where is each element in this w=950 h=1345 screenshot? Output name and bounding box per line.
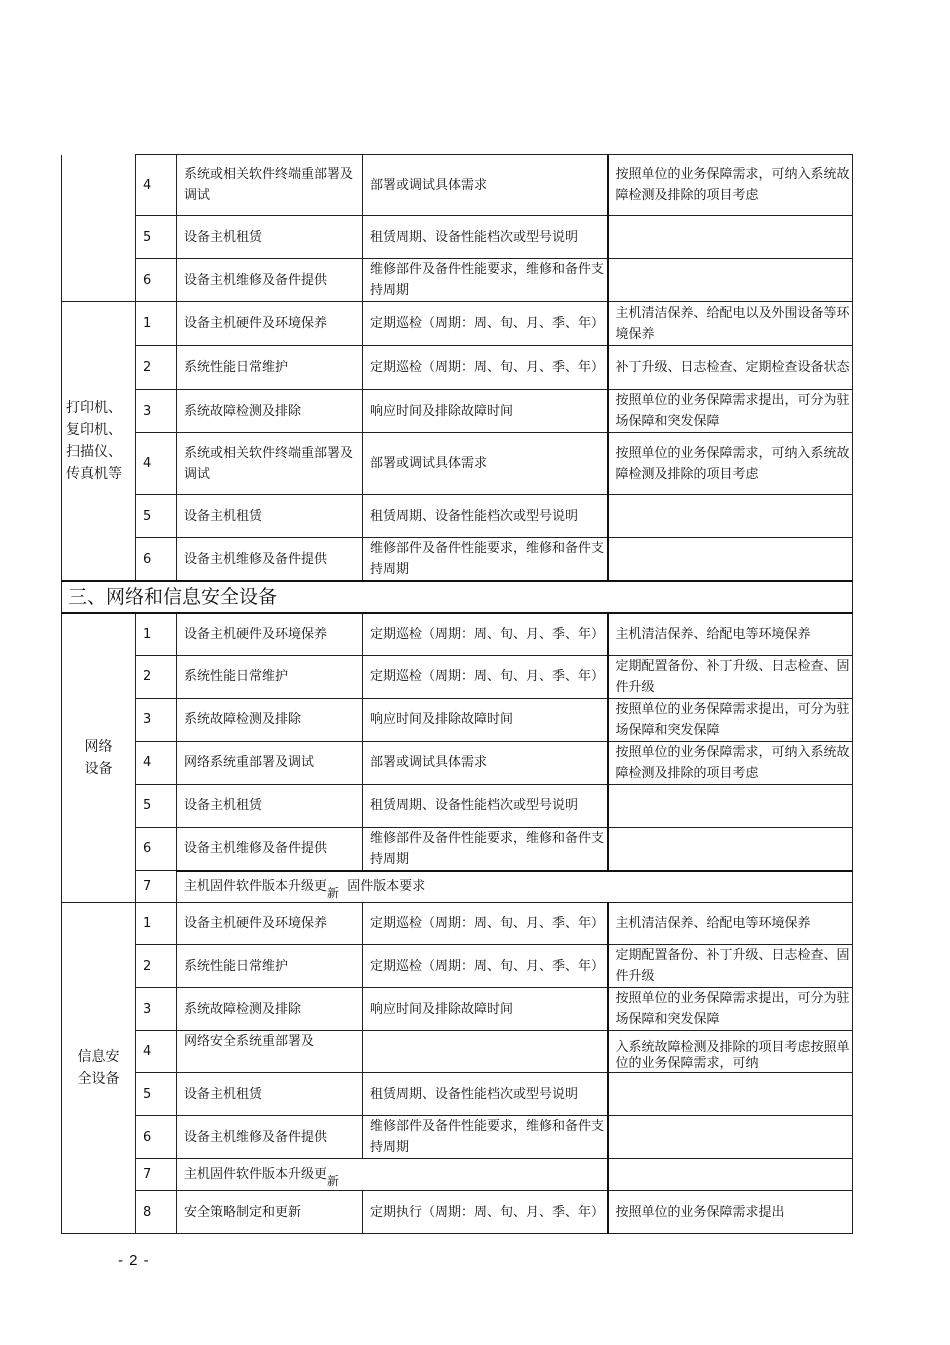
note-cell: 入系统故障检测及排除的项目考虑按照单位的业务保障需求，可纳 — [608, 1031, 853, 1073]
table-row — [62, 302, 853, 346]
note-cell — [608, 1073, 853, 1116]
row-number: 1 — [136, 613, 177, 655]
requirement-cell: 维修部件及备件性能要求，维修和备件支持周期 — [363, 827, 608, 871]
item-cell: 设备主机硬件及环境保养 — [177, 903, 363, 945]
item-cell: 系统故障检测及排除 — [177, 390, 363, 433]
item-cell: 系统或相关软件终端重部署及调试 — [177, 155, 363, 216]
requirement-cell: 部署或调试具体需求 — [363, 433, 608, 495]
requirement-cell: 定期执行（周期：周、旬、月、季、年） — [363, 1191, 608, 1234]
category-network — [62, 613, 136, 903]
row-number: 3 — [136, 698, 177, 741]
requirement-cell: 租赁周期、设备性能档次或型号说明 — [363, 216, 608, 259]
row-number: 4 — [136, 433, 177, 495]
row-number: 1 — [136, 903, 177, 945]
requirement-cell: 定期巡检（周期：周、旬、月、季、年） — [363, 613, 608, 655]
note-cell — [608, 1116, 853, 1159]
item-cell: 设备主机硬件及环境保养 — [177, 613, 363, 655]
item-cell: 设备主机维修及备件提供 — [177, 538, 363, 582]
requirement-cell: 响应时间及排除故障时间 — [363, 698, 608, 741]
table-row — [62, 155, 853, 216]
merged-item-cell — [177, 871, 853, 903]
item-cell: 系统性能日常维护 — [177, 655, 363, 698]
note-cell — [608, 784, 853, 827]
row-number: 2 — [136, 346, 177, 390]
requirement-cell: 定期巡检（周期：周、旬、月、季、年） — [363, 655, 608, 698]
table-row — [62, 1159, 853, 1191]
note-cell: 按照单位的业务保障需求，可纳入系统故障检测及排除的项目考虑 — [608, 433, 853, 495]
requirement-cell: 租赁周期、设备性能档次或型号说明 — [363, 495, 608, 538]
row-number: 8 — [136, 1191, 177, 1234]
note-cell: 按照单位的业务保障需求，可纳入系统故障检测及排除的项目考虑 — [608, 741, 853, 784]
requirement-cell: 部署或调试具体需求 — [363, 155, 608, 216]
item-cell: 安全策略制定和更新 — [177, 1191, 363, 1234]
row-number: 6 — [136, 1116, 177, 1159]
item-cell: 网络系统重部署及调试 — [177, 741, 363, 784]
row-number: 4 — [136, 1031, 177, 1073]
item-cell: 系统性能日常维护 — [177, 346, 363, 390]
table-row — [62, 1191, 853, 1234]
row-number: 1 — [136, 302, 177, 346]
item-cell: 设备主机租赁 — [177, 1073, 363, 1116]
note-cell — [608, 495, 853, 538]
table-row — [62, 871, 853, 903]
requirement-cell: 定期巡检（周期：周、旬、月、季、年） — [363, 945, 608, 988]
row-number: 5 — [136, 495, 177, 538]
requirement-cell: 维修部件及备件性能要求，维修和备件支持周期 — [363, 538, 608, 582]
table-row — [62, 784, 853, 827]
requirement-cell: 定期巡检（周期：周、旬、月、季、年） — [363, 903, 608, 945]
row-number: 4 — [136, 155, 177, 216]
table-row — [62, 613, 853, 655]
item-text: 主机固件软件版本升级更 — [184, 879, 328, 895]
row-number: 2 — [136, 945, 177, 988]
item-cell: 系统故障检测及排除 — [177, 698, 363, 741]
item-cell: 设备主机硬件及环境保养 — [177, 302, 363, 346]
requirement-cell: 部署或调试具体需求 — [363, 741, 608, 784]
item-cell: 设备主机租赁 — [177, 495, 363, 538]
row-number: 6 — [136, 827, 177, 871]
category-printers: 打印机、复印机、扫描仪、传真机等 — [62, 302, 136, 582]
category-security — [62, 903, 136, 1234]
item-cell: 网络安全系统重部署及 — [177, 1031, 363, 1073]
note-cell: 按照单位的业务保障需求提出，可分为驻场保障和突发保障 — [608, 698, 853, 741]
note-cell: 按照单位的业务保障需求，可纳入系统故障检测及排除的项目考虑 — [608, 155, 853, 216]
table-row — [62, 538, 853, 582]
row-number: 6 — [136, 259, 177, 302]
item-cell: 设备主机租赁 — [177, 216, 363, 259]
item-text: 主机固件软件版本升级更 — [184, 1167, 328, 1182]
requirement-cell: 响应时间及排除故障时间 — [363, 988, 608, 1031]
requirement-cell: 响应时间及排除故障时间 — [363, 390, 608, 433]
note-cell: 按照单位的业务保障需求提出 — [608, 1191, 853, 1234]
category-network-label: 网络设备 — [84, 739, 113, 777]
section-title: 三、网络和信息安全设备 — [62, 581, 853, 613]
item-cell: 设备主机维修及备件提供 — [177, 827, 363, 871]
note-cell — [608, 259, 853, 302]
table-row — [62, 346, 853, 390]
note-cell: 主机清洁保养、给配电以及外围设备等环境保养 — [608, 302, 853, 346]
row-number: 4 — [136, 741, 177, 784]
row-number: 7 — [136, 1159, 177, 1191]
row-number: 6 — [136, 538, 177, 582]
row-number: 3 — [136, 988, 177, 1031]
requirement-cell: 定期巡检（周期：周、旬、月、季、年） — [363, 346, 608, 390]
item-cell: 系统或相关软件终端重部署及调试 — [177, 433, 363, 495]
table-row — [62, 433, 853, 495]
table-row — [62, 259, 853, 302]
requirement-cell: 维修部件及备件性能要求，维修和备件支持周期 — [363, 1116, 608, 1159]
table-row — [62, 1031, 853, 1073]
requirement-cell: 维修部件及备件性能要求，维修和备件支持周期 — [363, 259, 608, 302]
item-cell: 设备主机维修及备件提供 — [177, 1116, 363, 1159]
note-cell: 按照单位的业务保障需求提出，可分为驻场保障和突发保障 — [608, 988, 853, 1031]
note-cell: 补丁升级、日志检查、定期检查设备状态 — [608, 346, 853, 390]
row-number: 5 — [136, 784, 177, 827]
table-row — [62, 827, 853, 871]
note-cell: 按照单位的业务保障需求提出，可分为驻场保障和突发保障 — [608, 390, 853, 433]
service-table — [61, 154, 853, 1234]
category-cell-empty — [62, 155, 136, 302]
row-number: 5 — [136, 1073, 177, 1116]
note-cell: 定期配置备份、补丁升级、日志检查、固件升级 — [608, 945, 853, 988]
item-cell: 系统性能日常维护 — [177, 945, 363, 988]
note-cell — [608, 538, 853, 582]
row-number: 5 — [136, 216, 177, 259]
category-security-label: 信息安全设备 — [77, 1049, 120, 1087]
requirement-cell: 租赁周期、设备性能档次或型号说明 — [363, 784, 608, 827]
requirement-cell: 租赁周期、设备性能档次或型号说明 — [363, 1073, 608, 1116]
table-row — [62, 741, 853, 784]
note-cell: 定期配置备份、补丁升级、日志检查、固件升级 — [608, 655, 853, 698]
requirement-cell: 定期巡检（周期：周、旬、月、季、年） — [363, 302, 608, 346]
row-number: 7 — [136, 871, 177, 903]
item-cell: 系统故障检测及排除 — [177, 988, 363, 1031]
note-cell — [608, 216, 853, 259]
table-row — [62, 698, 853, 741]
note-cell: 主机清洁保养、给配电等环境保养 — [608, 903, 853, 945]
table-row — [62, 988, 853, 1031]
item-text-tail: 新 — [327, 886, 340, 901]
note-cell — [608, 827, 853, 871]
table-row — [62, 655, 853, 698]
note-cell: 主机清洁保养、给配电等环境保养 — [608, 613, 853, 655]
row-number: 3 — [136, 390, 177, 433]
page-number: - 2 - — [118, 1252, 150, 1269]
table-row — [62, 390, 853, 433]
table-row — [62, 945, 853, 988]
section-title-row — [62, 581, 853, 613]
item-text-tail: 新 — [327, 1174, 340, 1188]
table-row — [62, 216, 853, 259]
note-cell — [608, 1159, 853, 1191]
item-cell: 设备主机租赁 — [177, 784, 363, 827]
table-row — [62, 1073, 853, 1116]
requirement-text: 固件版本要求 — [347, 879, 426, 895]
merged-item-cell — [177, 1159, 608, 1191]
requirement-cell — [363, 1031, 608, 1073]
table-row — [62, 495, 853, 538]
row-number: 2 — [136, 655, 177, 698]
item-cell: 设备主机维修及备件提供 — [177, 259, 363, 302]
table-row — [62, 1116, 853, 1159]
table-row — [62, 903, 853, 945]
